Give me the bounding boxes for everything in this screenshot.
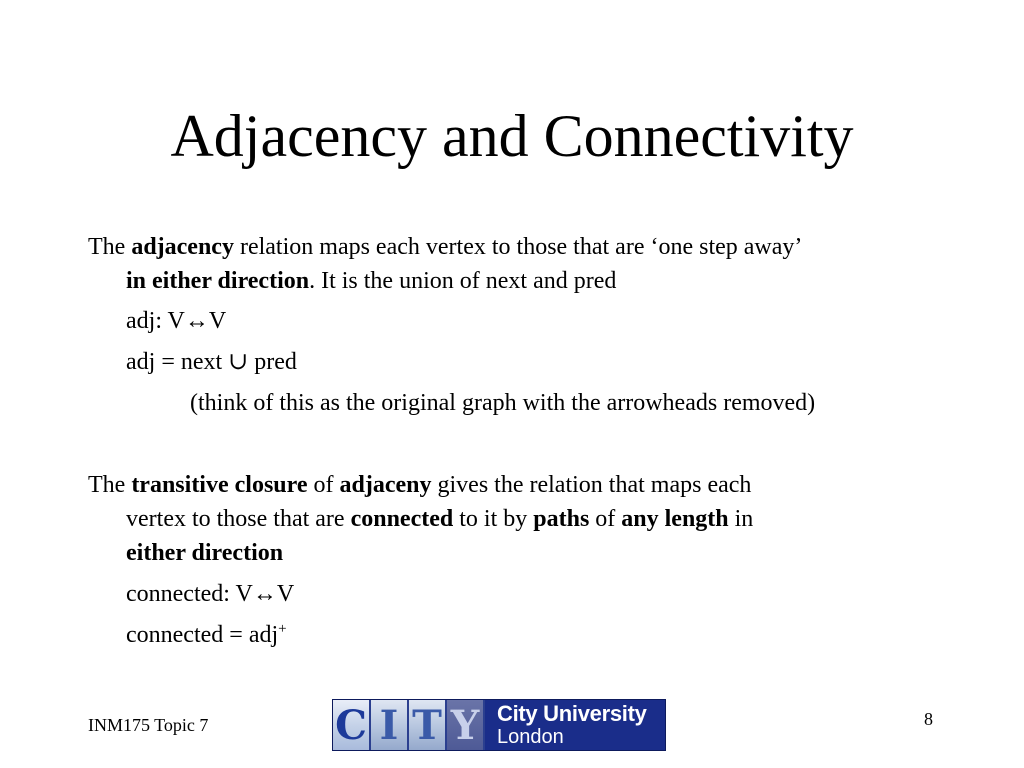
connected-signature: connected: V↔V <box>126 581 295 607</box>
term-connected: connected <box>350 506 454 532</box>
text: in <box>728 506 754 532</box>
logo-letter: C <box>333 700 371 750</box>
adj-signature: adj: V↔V <box>126 308 227 334</box>
bullet-closure-line-3 <box>126 536 283 570</box>
term-adjacency: adjacency <box>131 234 234 260</box>
term-transitive-closure: transitive closure <box>131 472 308 498</box>
term-adjaceny: adjaceny <box>339 472 432 498</box>
bullet-closure-line-2 <box>126 502 753 536</box>
text: connected = adj <box>126 622 279 648</box>
term-paths: paths <box>533 506 590 532</box>
bullet-adjacency-line-2 <box>126 264 616 298</box>
logo-letter: Y <box>447 700 485 750</box>
text: to it by <box>453 506 534 532</box>
text: vertex to those that are <box>126 506 351 532</box>
page-number: 8 <box>924 709 933 729</box>
text: gives the relation that maps each <box>431 472 752 498</box>
adj-note: (think of this as the original graph with the arrowheads removed) <box>190 390 816 416</box>
bullet-closure-line-1 <box>88 468 751 502</box>
adj-definition: adj = next ∪ pred <box>126 349 297 375</box>
footer-course: INM175 Topic 7 <box>88 715 209 735</box>
bullet-adjacency-line-1 <box>88 230 802 264</box>
logo-letter: T <box>409 700 447 750</box>
term-either-direction: in either direction <box>126 268 310 294</box>
city-university-logo <box>332 699 666 751</box>
connected-definition <box>126 618 287 652</box>
term-any-length: any length <box>621 506 729 532</box>
term-either-direction: either direction <box>126 540 284 566</box>
logo-university-name: City University <box>497 701 647 726</box>
text: The <box>88 472 132 498</box>
text: . It is the union of next and pred <box>309 268 617 294</box>
slide-title: Adjacency and Connectivity <box>170 103 854 169</box>
superscript-plus: + <box>278 621 287 637</box>
text: relation maps each vertex to those that are ‘one step away’ <box>233 234 803 260</box>
logo-city-name: London <box>497 726 564 748</box>
text: of <box>589 506 622 532</box>
logo-letter: I <box>371 700 409 750</box>
text: The <box>88 234 132 260</box>
text: of <box>307 472 340 498</box>
logo-wordmark <box>485 700 665 750</box>
